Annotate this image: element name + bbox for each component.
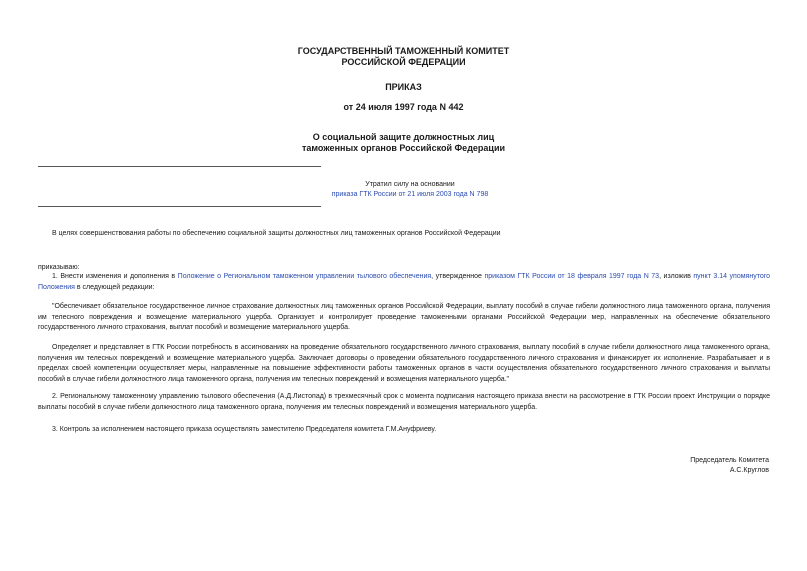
signature-block: [690, 456, 769, 476]
top-divider: [38, 166, 321, 167]
quote-paragraph-2: Определяет и представляет в ГТК России потребность в ассигнованиях на проведение обязательного государственного личного страхования, выплату пособий в случае гибели должностного лица таможенного органа, получения им телесных повреждений и возмещение материального ущерба. Заключает договоры о проведении обязательного государственного личного страхования и финансирует их исполнение. Разрабатывает и в пределах своей компетенции осуществляет меры, направленные на повышение эффективности работы таможенных органов в части осуществления обязательного государственного личного страхования и выплаты пособий в случае гибели должностного лица таможенного органа, получения им телесных повреждений и возмещения материального ущерба.": [38, 344, 770, 383]
clause-3-14-link[interactable]: пункт 3.14 упомянутого Положения: [38, 273, 771, 291]
bottom-divider: [38, 206, 321, 207]
item-3: 3. Контроль за исполнением настоящего приказа осуществлять заместителю Председателя комитета Г.М.Ануфриеву.: [52, 426, 437, 433]
item-1-text-a: 1. Внести изменения и дополнения в: [52, 273, 178, 280]
item-2: 2. Региональному таможенному управлению тылового обеспечения (А.Д.Листопад) в трехмесячный срок с момента подписания настоящего приказа внести на рассмотрение в ГТК России проект Инструкции о порядке выплаты пособий в случае гибели должностного лица таможенного органа, получения им телесных повреждений и возмещения материального ущерба.: [38, 393, 770, 411]
regulation-link[interactable]: Положение о Региональном таможенном управлении тылового обеспечения: [177, 273, 432, 280]
organization-name-line-2: РОССИЙСКОЙ ФЕДЕРАЦИИ: [341, 57, 466, 67]
status-note: [320, 180, 500, 200]
item-1: [38, 272, 770, 293]
status-note-link[interactable]: приказа ГТК России от 21 июля 2003 года N 798: [331, 191, 489, 198]
status-note-text: Утратил силу на основании: [365, 181, 455, 188]
item-1-text-d: в следующей редакции:: [74, 283, 155, 291]
item-1-text-c: , изложив: [659, 273, 694, 280]
order-73-link[interactable]: приказом ГТК России от 18 февраля 1997 года N 73: [484, 273, 660, 280]
quote-paragraph-1: "Обеспечивает обязательное государственное личное страхование должностных лиц таможенных органов Российской Федерации, выплату пособий в случае гибели должностного лица таможенного органа, получения им телесного повреждения и возмещение материального ущерба. Организует и контролирует проведение таможенными органами Российской Федерации мер, направленных на обеспечение обязательного государственного личного страхования, выплат пособий и возмещение материального ущерба.: [38, 303, 770, 331]
preamble: В целях совершенствования работы по обеспечению социальной защиты должностных лиц таможенных органов Российской Федерации: [52, 230, 501, 237]
document-title-line-1: О социальной защите должностных лиц: [312, 132, 495, 142]
document-type: ПРИКАЗ: [385, 82, 422, 92]
document-title-line-2: таможенных органов Российской Федерации: [301, 143, 506, 153]
organization-name-line-1: ГОСУДАРСТВЕННЫЙ ТАМОЖЕННЫЙ КОМИТЕТ: [297, 46, 510, 56]
signature-position: Председатель Комитета: [690, 457, 769, 464]
signature-name: А.С.Круглов: [729, 467, 769, 474]
document-date: от 24 июля 1997 года N 442: [343, 102, 464, 112]
item-1-text-b: , утвержденное: [431, 273, 485, 280]
order-word: приказываю:: [38, 264, 80, 271]
